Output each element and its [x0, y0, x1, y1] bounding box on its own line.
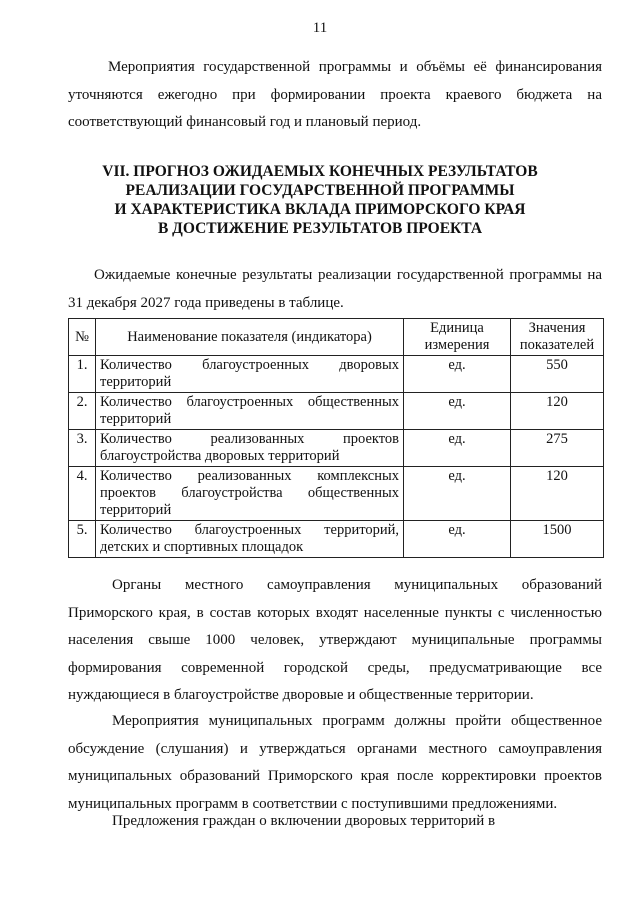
- indicators-table: [68, 318, 604, 558]
- row-number: 1.: [69, 356, 96, 393]
- row-number: 2.: [69, 393, 96, 430]
- section-heading: [60, 162, 580, 238]
- row-number: 3.: [69, 430, 96, 467]
- table-row: [69, 430, 604, 467]
- row-indicator-name: Количество реализованных проектов благоустройства дворовых территорий: [96, 430, 404, 467]
- row-indicator-name: Количество благоустроенных дворовых территорий: [96, 356, 404, 393]
- header-value: Значения показателей: [511, 319, 604, 356]
- paragraph-financing: Мероприятия государственной программы и объёмы её финансирования уточняются ежегодно при формировании проекта краевого бюджета на соответствующий финансовый год и плановый период.: [68, 59, 602, 130]
- row-value: 1500: [511, 521, 604, 558]
- row-unit: ед.: [404, 393, 511, 430]
- row-unit: ед.: [404, 467, 511, 521]
- row-number: 5.: [69, 521, 96, 558]
- header-indicator-name: Наименование показателя (индикатора): [96, 319, 404, 356]
- section-heading-line: В ДОСТИЖЕНИЕ РЕЗУЛЬТАТОВ ПРОЕКТА: [157, 220, 483, 237]
- row-number: 4.: [69, 467, 96, 521]
- paragraph-citizen-proposals: Предложения граждан о включении дворовых территорий в: [112, 813, 496, 829]
- row-indicator-name: Количество благоустроенных территорий, детских и спортивных площадок: [96, 521, 404, 558]
- table-row: [69, 467, 604, 521]
- row-indicator-name: Количество благоустроенных общественных территорий: [96, 393, 404, 430]
- row-unit: ед.: [404, 356, 511, 393]
- table-header-row: [69, 319, 604, 356]
- section-heading-line: VII. ПРОГНОЗ ОЖИДАЕМЫХ КОНЕЧНЫХ РЕЗУЛЬТАТОВ: [102, 163, 538, 180]
- row-value: 120: [511, 393, 604, 430]
- row-indicator-name: Количество реализованных комплексных проектов благоустройства общественных территорий: [96, 467, 404, 521]
- header-number: №: [69, 319, 96, 356]
- row-value: 275: [511, 430, 604, 467]
- page-number: 11: [312, 20, 328, 36]
- table-row: [69, 356, 604, 393]
- paragraph-public-discussion: Мероприятия муниципальных программ должны пройти общественное обсуждение (слушания) и утверждаться органами местного самоуправления муниципальных образований Приморского края после корректировки проектов муниципальных программ в соответствии с поступившими предложениями.: [68, 713, 602, 812]
- header-unit: Единица измерения: [404, 319, 511, 356]
- table-row: [69, 521, 604, 558]
- paragraph-expected-results: Ожидаемые конечные результаты реализации государственной программы на 31 декабря 2027 года приведены в таблице.: [68, 267, 602, 311]
- section-heading-line: РЕАЛИЗАЦИИ ГОСУДАРСТВЕННОЙ ПРОГРАММЫ: [125, 182, 515, 199]
- table-row: [69, 393, 604, 430]
- paragraph-municipal-bodies: Органы местного самоуправления муниципальных образований Приморского края, в состав которых входят населенные пункты с численностью населения свыше 1000 человек, утверждают муниципальные программы формирования современной городской среды, предусматривающие все нуждающиеся в благоустройстве дворовые и общественные территории.: [68, 577, 602, 703]
- row-value: 120: [511, 467, 604, 521]
- row-value: 550: [511, 356, 604, 393]
- section-heading-line: И ХАРАКТЕРИСТИКА ВКЛАДА ПРИМОРСКОГО КРАЯ: [114, 201, 526, 218]
- row-unit: ед.: [404, 430, 511, 467]
- row-unit: ед.: [404, 521, 511, 558]
